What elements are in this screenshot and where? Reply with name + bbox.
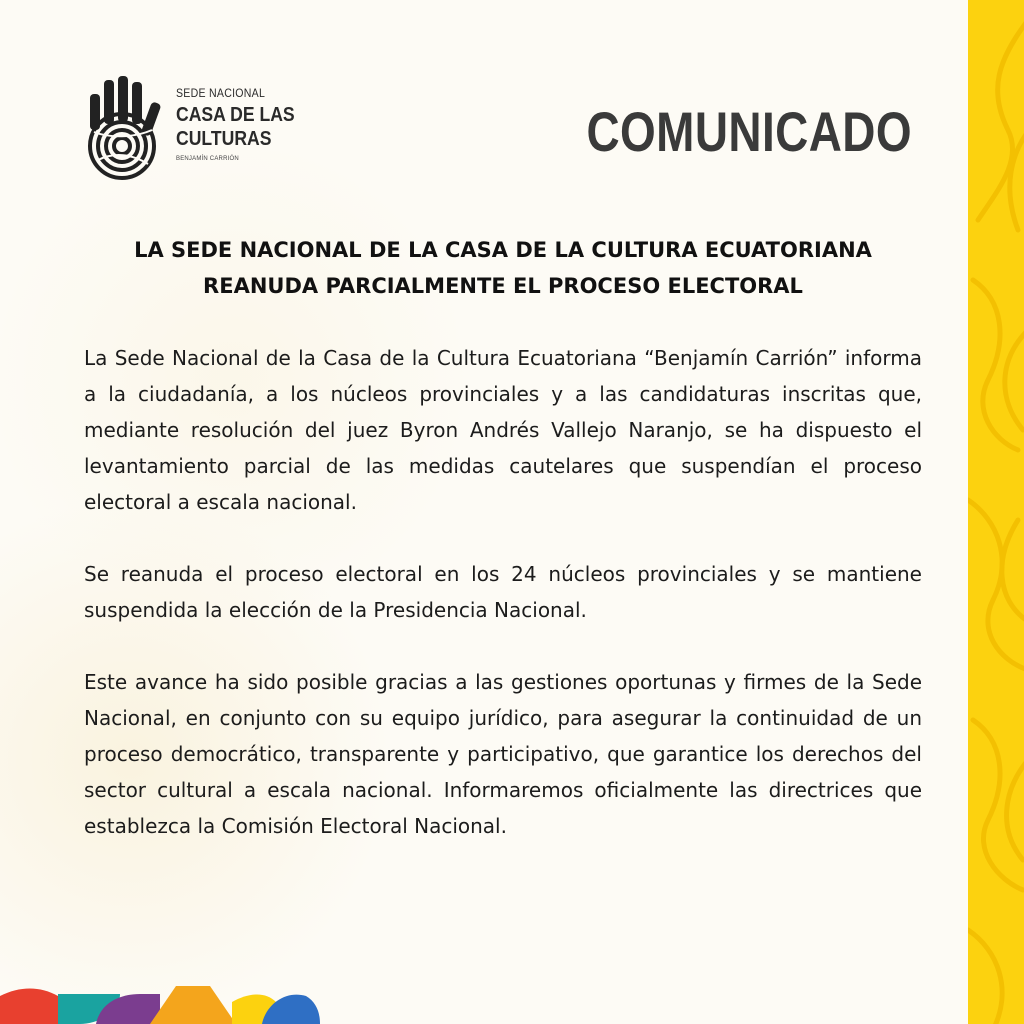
body-text (84, 340, 922, 880)
paragraph-3: Este avance ha sido posible gracias a las gestiones oportunas y firmes de la Sede Nacional, en conjunto con su equipo jurídico, para asegurar la continuidad de un proceso democrático, transparente y participativo, que garantice los derechos del sector cultural a escala nacional. Informaremos oficialmente las directrices que establezca la Comisión Electoral Nacional. (84, 670, 922, 838)
logo-benjamin-carrion-text: BENJAMÍN CARRIÓN (176, 156, 239, 162)
headline-line-1: LA SEDE NACIONAL DE LA CASA DE LA CULTURA ECUATORIANA (134, 238, 872, 262)
logo-casa-de-las-text: CASA DE LAS (176, 104, 295, 126)
red-shape (0, 989, 58, 1024)
hand-fingerprint-logo-icon (84, 72, 164, 182)
orange-shape (150, 986, 236, 1024)
casa-de-las-culturas-logo (84, 72, 304, 182)
headline-line-2: REANUDA PARCIALMENTE EL PROCESO ELECTORAL (203, 274, 803, 298)
page-title: COMUNICADO (586, 100, 912, 163)
logo-culturas-text: CULTURAS (176, 128, 272, 150)
paragraph-1: La Sede Nacional de la Casa de la Cultura Ecuatoriana “Benjamín Carrión” informa a la ciudadanía, a los núcleos provinciales y a las candidaturas inscritas que, mediante resolución del juez Byron Andrés Vallejo Naranjo, se ha dispuesto el levantamiento parcial de las medidas cautelares que suspendían el proceso electoral a escala nacional. (84, 346, 922, 514)
headline (84, 232, 922, 304)
paragraph-2: Se reanuda el proceso electoral en los 24 núcleos provinciales y se mantiene suspendida la elección de la Presidencia Nacional. (84, 562, 922, 622)
logo-sede-nacional-text: SEDE NACIONAL (176, 86, 266, 100)
decorative-color-shapes (0, 976, 330, 1024)
decorative-yellow-band (968, 0, 1024, 1024)
